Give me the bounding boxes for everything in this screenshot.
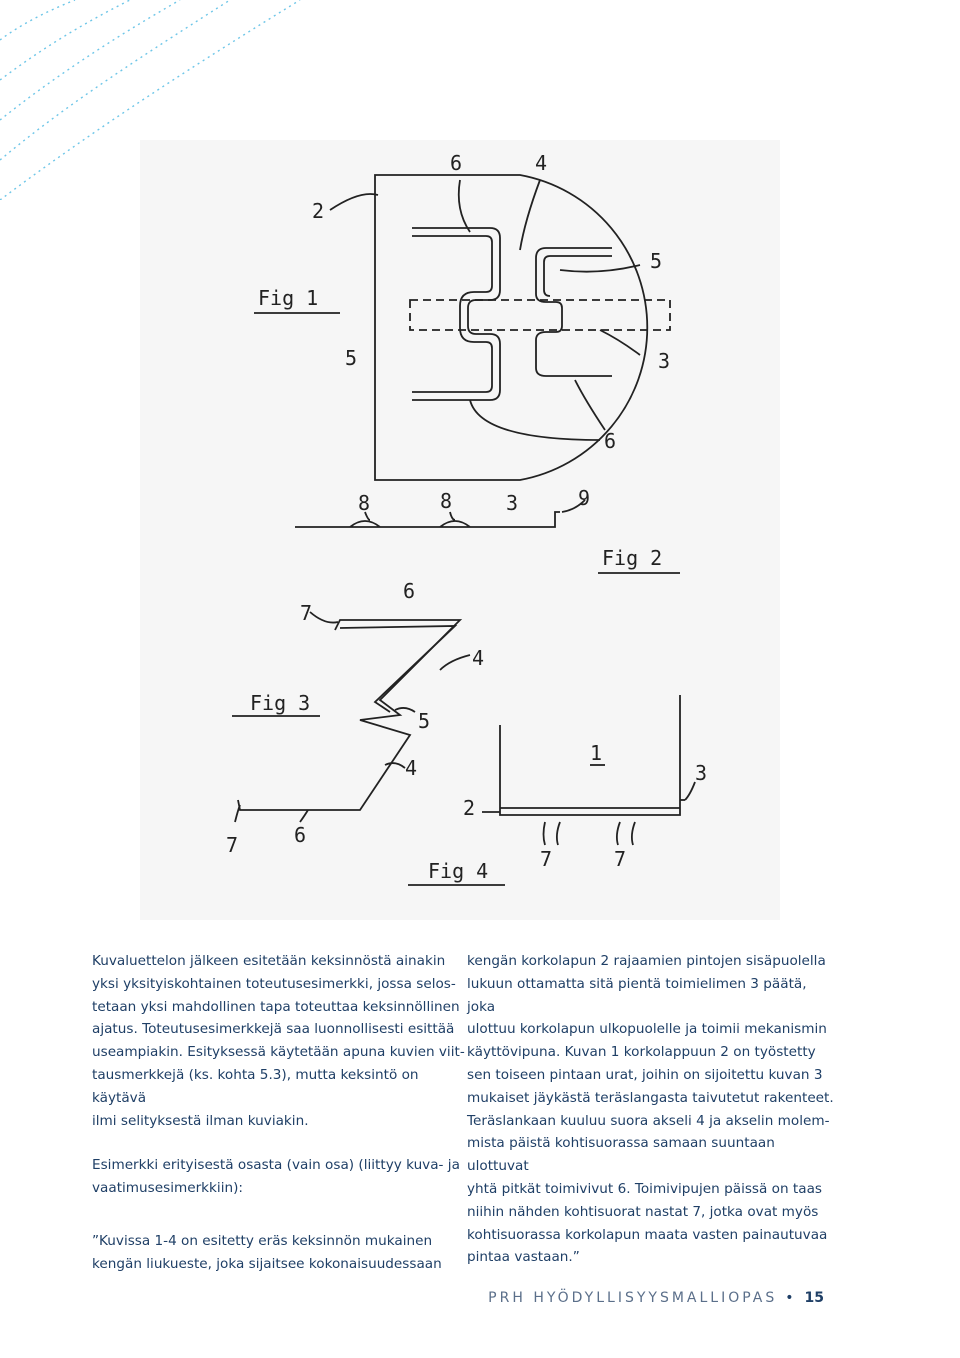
fig2-label-8b: 8	[440, 489, 453, 513]
fig2-profile	[295, 512, 560, 527]
paragraph-intro	[92, 950, 472, 1132]
left-text-column	[92, 950, 472, 1276]
fig2-title: Fig 2	[602, 546, 663, 570]
fig1-wire-right-inner	[544, 256, 612, 296]
fig1-wire-left	[412, 228, 500, 400]
fig1-label-5-left: 5	[345, 346, 358, 370]
footer-separator: •	[785, 1290, 797, 1306]
text-line: vaatimusesimerkkiin):	[92, 1180, 243, 1197]
text-line: käyttövipuna. Kuvan 1 korkolappuun 2 on työstetty	[467, 1044, 816, 1061]
text-line: mista päistä kohtisuorassa samaan suuntaan ulottuvat	[467, 1135, 775, 1175]
paragraph-continued	[467, 950, 837, 1269]
fig1-label-2: 2	[312, 199, 325, 223]
fig4-label-7a: 7	[540, 847, 553, 871]
text-line: niihin nähden kohtisuorat nastat 7, jotka ovat myös	[467, 1203, 819, 1220]
fig1-label-6-top: 6	[450, 151, 463, 175]
fig1-wire-right	[536, 248, 612, 376]
right-text-column	[467, 950, 837, 1269]
fig3-label-4-top: 4	[472, 646, 485, 670]
fig1-label-5-right: 5	[650, 249, 663, 273]
text-line: ulottuu korkolapun ulkopuolelle ja toimii mekanismin	[467, 1021, 827, 1038]
fig1-axle-dashed	[410, 300, 670, 330]
text-line: tetaan yksi mahdollinen tapa toteuttaa keksinnöllinen	[92, 998, 460, 1015]
fig4-label-7b: 7	[614, 847, 627, 871]
page-number: 15	[804, 1290, 824, 1306]
fig4-label-1: 1	[590, 741, 603, 765]
patent-drawing-area	[140, 140, 780, 920]
fig1-label-4: 4	[535, 151, 548, 175]
text-line: lukuun ottamatta sitä pientä toimielimen 3 päätä, joka	[467, 975, 807, 1015]
fig3-title: Fig 3	[250, 691, 311, 715]
fig4-label-3: 3	[695, 761, 708, 785]
fig1-title: Fig 1	[258, 286, 319, 310]
fig3-label-7-bottom: 7	[226, 833, 239, 857]
text-line: mukaiset jäykästä teräslangasta taivutetut rakenteet.	[467, 1089, 834, 1106]
patent-drawing	[140, 140, 780, 920]
page-footer	[488, 1290, 824, 1306]
text-line: kohtisuorassa korkolapun maata vasten painautuvaa	[467, 1226, 828, 1243]
fig3-label-6-bottom: 6	[294, 823, 307, 847]
fig3-label-7-top: 7	[300, 601, 313, 625]
text-line: kengän korkolapun 2 rajaamien pintojen sisäpuolella	[467, 953, 826, 969]
text-line: pintaa vastaan.”	[467, 1249, 580, 1266]
text-line: kengän liukueste, joka sijaitsee kokonaisuudessaan	[92, 1255, 442, 1272]
fig4-title: Fig 4	[428, 859, 489, 883]
text-line: yksi yksityiskohtainen toteutusesimerkki, jossa selos-	[92, 975, 456, 992]
text-line: tausmerkkejä (ks. kohta 5.3), mutta keksintö on käytävä	[92, 1066, 419, 1106]
fig2-label-3: 3	[506, 491, 519, 515]
text-line: Kuvaluettelon jälkeen esitetään keksinnöstä ainakin	[92, 953, 446, 969]
paragraph-example-heading	[92, 1154, 472, 1200]
text-line: ilmi selityksestä ilman kuviakin.	[92, 1112, 309, 1129]
text-line: yhtä pitkät toimivivut 6. Toimivipujen päissä on taas	[467, 1180, 822, 1197]
fig4-label-2: 2	[463, 796, 476, 820]
fig3-label-6-top: 6	[403, 579, 416, 603]
text-line: useampiakin. Esityksessä käytetään apuna kuvien viit-	[92, 1044, 465, 1061]
text-line: ajatus. Toteutusesimerkkejä saa luonnollisesti esittää	[92, 1021, 455, 1038]
fig1-wire-left-inner	[412, 236, 492, 392]
text-line: Esimerkki erityisestä osasta (vain osa) (liittyy kuva- ja	[92, 1157, 460, 1174]
fig1-label-3: 3	[658, 349, 671, 373]
fig3-label-5: 5	[418, 709, 431, 733]
text-line: sen toiseen pintaan urat, joihin on sijoitettu kuvan 3	[467, 1066, 823, 1083]
text-line: Teräslankaan kuuluu suora akseli 4 ja akselin molem-	[467, 1112, 830, 1129]
fig3-label-4-bottom: 4	[405, 756, 418, 780]
fig1-label-6-bottom: 6	[604, 429, 617, 453]
fig2-label-8a: 8	[358, 491, 371, 515]
paragraph-example-quote	[92, 1230, 472, 1276]
text-line: ”Kuvissa 1-4 on esitetty eräs keksinnön mukainen	[92, 1232, 433, 1249]
footer-title: PRH HYÖDYLLISYYSMALLIOPAS	[488, 1290, 778, 1306]
fig2-label-9: 9	[578, 486, 591, 510]
